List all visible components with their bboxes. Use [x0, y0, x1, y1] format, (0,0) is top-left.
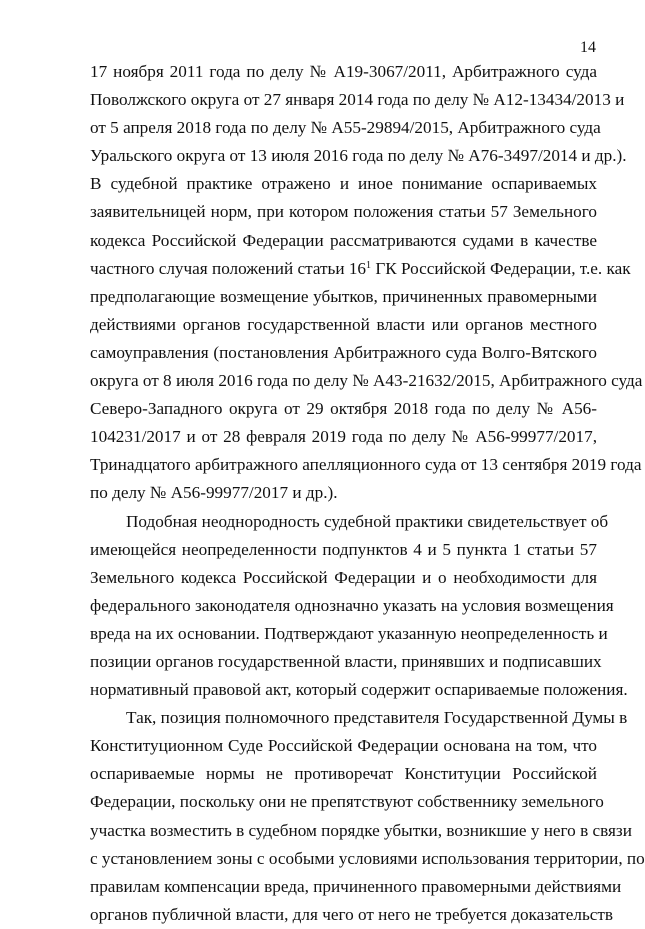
text-line: Поволжского округа от 27 января 2014 года по делу № А12-13434/2013 и — [90, 90, 625, 110]
text-line: предполагающие возмещение убытков, причиненных правомерными — [90, 286, 597, 306]
text-line: Уральского округа от 13 июля 2016 года по делу № А76-3497/2014 и др.). — [90, 146, 627, 166]
text-segment: частного случая положений статьи 16 — [90, 258, 367, 278]
text-line: от 5 апреля 2018 года по делу № А55-29894/2015, Арбитражного суда — [90, 118, 601, 138]
text-line: действиями органов государственной власти или органов местного — [90, 314, 597, 334]
text-line: 104231/2017 и от 28 февраля 2019 года по делу № А56-99977/2017, — [90, 427, 597, 447]
text-line: с установлением зоны с особыми условиями использования территории, по — [90, 848, 645, 868]
text-line: Конституционном Суде Российской Федерации основана на том, что — [90, 736, 597, 756]
text-line: 17 ноября 2011 года по делу № А19-3067/2011, Арбитражного суда — [90, 62, 597, 81]
text-line: имеющейся неопределенности подпунктов 4 и 5 пункта 1 статьи 57 — [90, 539, 597, 559]
body-text — [90, 58, 645, 929]
text-line: самоуправления (постановления Арбитражного суда Волго-Вятского — [90, 342, 597, 362]
text-line: округа от 8 июля 2016 года по делу № А43-21632/2015, Арбитражного суда — [90, 371, 643, 391]
text-line: по делу № А56-99977/2017 и др.). — [90, 483, 338, 503]
text-line: органов публичной власти, для чего от него не требуется доказательств — [90, 904, 614, 924]
text-line: вреда на их основании. Подтверждают указанную неопределенность и — [90, 623, 608, 643]
text-line: оспариваемые нормы не противоречат Конституции Российской — [90, 764, 597, 784]
text-line: участка возместить в судебном порядке убытки, возникшие у него в связи — [90, 820, 632, 840]
text-line: Федерации, поскольку они не препятствуют собственнику земельного — [90, 792, 604, 812]
page-number: 14 — [580, 39, 596, 56]
text-line: нормативный правовой акт, который содержит оспариваемые положения. — [90, 680, 628, 700]
text-line: Так, позиция полномочного представителя Государственной Думы в — [126, 708, 628, 728]
text-line: Подобная неоднородность судебной практики свидетельствует об — [126, 511, 609, 531]
text-line: кодекса Российской Федерации рассматриваются судами в качестве — [90, 230, 597, 250]
superscript: 1 — [366, 259, 372, 271]
text-line: федерального законодателя однозначно указать на условия возмещения — [90, 595, 614, 615]
text-line-article-16 — [90, 255, 631, 283]
text-line: заявительницей норм, при котором положения статьи 57 Земельного — [90, 202, 597, 222]
text-line: В судебной практике отражено и иное понимание оспариваемых — [90, 174, 597, 194]
text-line: Северо-Западного округа от 29 октября 2018 года по делу № А56- — [90, 399, 597, 419]
text-line: правилам компенсации вреда, причиненного правомерными действиями — [90, 876, 622, 896]
text-line: позиции органов государственной власти, принявших и подписавших — [90, 651, 602, 671]
text-segment: ГК Российской Федерации, т.е. как — [371, 258, 631, 278]
text-line: Тринадцатого арбитражного апелляционного суда от 13 сентября 2019 года — [90, 455, 642, 475]
text-line: Земельного кодекса Российской Федерации и о необходимости для — [90, 567, 597, 587]
